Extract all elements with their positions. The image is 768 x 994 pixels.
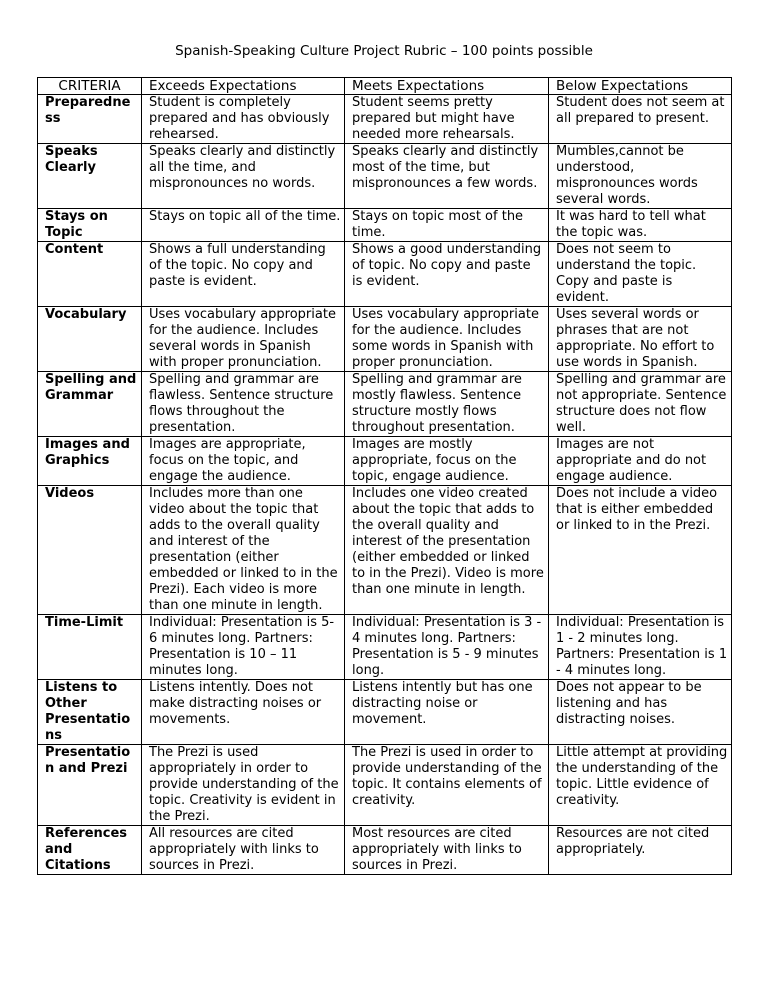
meets-cell: Spelling and grammar are mostly flawless. Sentence structure mostly flows throughout presentation. [345,372,549,437]
meets-cell: Uses vocabulary appropriate for the audience. Includes some words in Spanish with proper pronunciation. [345,307,549,372]
below-cell: Uses several words or phrases that are not appropriate. No effort to use words in Spanish. [549,307,732,372]
criteria-cell: References and Citations [38,826,142,875]
meets-cell: Speaks clearly and distinctly most of the time, but mispronounces a few words. [345,144,549,209]
table-row [38,745,732,826]
table-row [38,144,732,209]
meets-cell: Stays on topic most of the time. [345,209,549,242]
meets-cell: Includes one video created about the topic that adds to the overall quality and interest of the presentation (either embedded or linked to in the Prezi). Video is more than one minute in length. [345,486,549,615]
below-cell: Spelling and grammar are not appropriate. Sentence structure does not flow well. [549,372,732,437]
criteria-cell: Spelling and Grammar [38,372,142,437]
criteria-cell: Images and Graphics [38,437,142,486]
meets-cell: Listens intently but has one distracting noise or movement. [345,680,549,745]
exceeds-cell: Individual: Presentation is 5-6 minutes long. Partners: Presentation is 10 – 11 minutes long. [142,615,345,680]
below-cell: Does not seem to understand the topic. Copy and paste is evident. [549,242,732,307]
criteria-cell: Vocabulary [38,307,142,372]
table-row [38,95,732,144]
table-row [38,826,732,875]
exceeds-cell: Includes more than one video about the topic that adds to the overall quality and interest of the presentation (either embedded or linked to in the Prezi). Each video is more than one minute in length. [142,486,345,615]
document-title: Spanish-Speaking Culture Project Rubric – 100 points possible [175,43,593,59]
below-cell: Mumbles,cannot be understood, mispronounces words several words. [549,144,732,209]
meets-cell: Most resources are cited appropriately with links to sources in Prezi. [345,826,549,875]
meets-cell: Student seems pretty prepared but might have needed more rehearsals. [345,95,549,144]
exceeds-cell: Student is completely prepared and has obviously rehearsed. [142,95,345,144]
header-criteria: CRITERIA [38,78,142,95]
header-exceeds: Exceeds Expectations [142,78,345,95]
exceeds-cell: Speaks clearly and distinctly all the time, and mispronounces no words. [142,144,345,209]
criteria-cell: Listens to Other Presentations [38,680,142,745]
rubric-table [37,77,732,875]
meets-cell: The Prezi is used in order to provide understanding of the topic. It contains elements of creativity. [345,745,549,826]
below-cell: Resources are not cited appropriately. [549,826,732,875]
criteria-cell: Speaks Clearly [38,144,142,209]
criteria-cell: Content [38,242,142,307]
exceeds-cell: Listens intently. Does not make distracting noises or movements. [142,680,345,745]
below-cell: Images are not appropriate and do not engage audience. [549,437,732,486]
table-row [38,242,732,307]
meets-cell: Shows a good understanding of topic. No copy and paste is evident. [345,242,549,307]
exceeds-cell: All resources are cited appropriately with links to sources in Prezi. [142,826,345,875]
meets-cell: Individual: Presentation is 3 - 4 minutes long. Partners: Presentation is 5 - 9 minutes long. [345,615,549,680]
below-cell: Does not appear to be listening and has distracting noises. [549,680,732,745]
criteria-cell: Presentation and Prezi [38,745,142,826]
table-row [38,372,732,437]
below-cell: It was hard to tell what the topic was. [549,209,732,242]
below-cell: Does not include a video that is either embedded or linked to in the Prezi. [549,486,732,615]
criteria-cell: Videos [38,486,142,615]
exceeds-cell: Stays on topic all of the time. [142,209,345,242]
criteria-cell: Time-Limit [38,615,142,680]
exceeds-cell: Spelling and grammar are flawless. Sentence structure flows throughout the presentation. [142,372,345,437]
header-row [38,78,732,95]
criteria-cell: Preparedness [38,95,142,144]
table-row [38,486,732,615]
criteria-cell: Stays on Topic [38,209,142,242]
table-row [38,209,732,242]
table-row [38,437,732,486]
exceeds-cell: The Prezi is used appropriately in order to provide understanding of the topic. Creativity is evident in the Prezi. [142,745,345,826]
table-row [38,307,732,372]
table-row [38,680,732,745]
header-meets: Meets Expectations [345,78,549,95]
exceeds-cell: Images are appropriate, focus on the topic, and engage the audience. [142,437,345,486]
exceeds-cell: Uses vocabulary appropriate for the audience. Includes several words in Spanish with proper pronunciation. [142,307,345,372]
header-below: Below Expectations [549,78,732,95]
below-cell: Individual: Presentation is 1 - 2 minutes long. Partners: Presentation is 1 - 4 minutes long. [549,615,732,680]
exceeds-cell: Shows a full understanding of the topic. No copy and paste is evident. [142,242,345,307]
meets-cell: Images are mostly appropriate, focus on the topic, engage audience. [345,437,549,486]
below-cell: Little attempt at providing the understanding of the topic. Little evidence of creativity. [549,745,732,826]
table-row [38,615,732,680]
below-cell: Student does not seem at all prepared to present. [549,95,732,144]
